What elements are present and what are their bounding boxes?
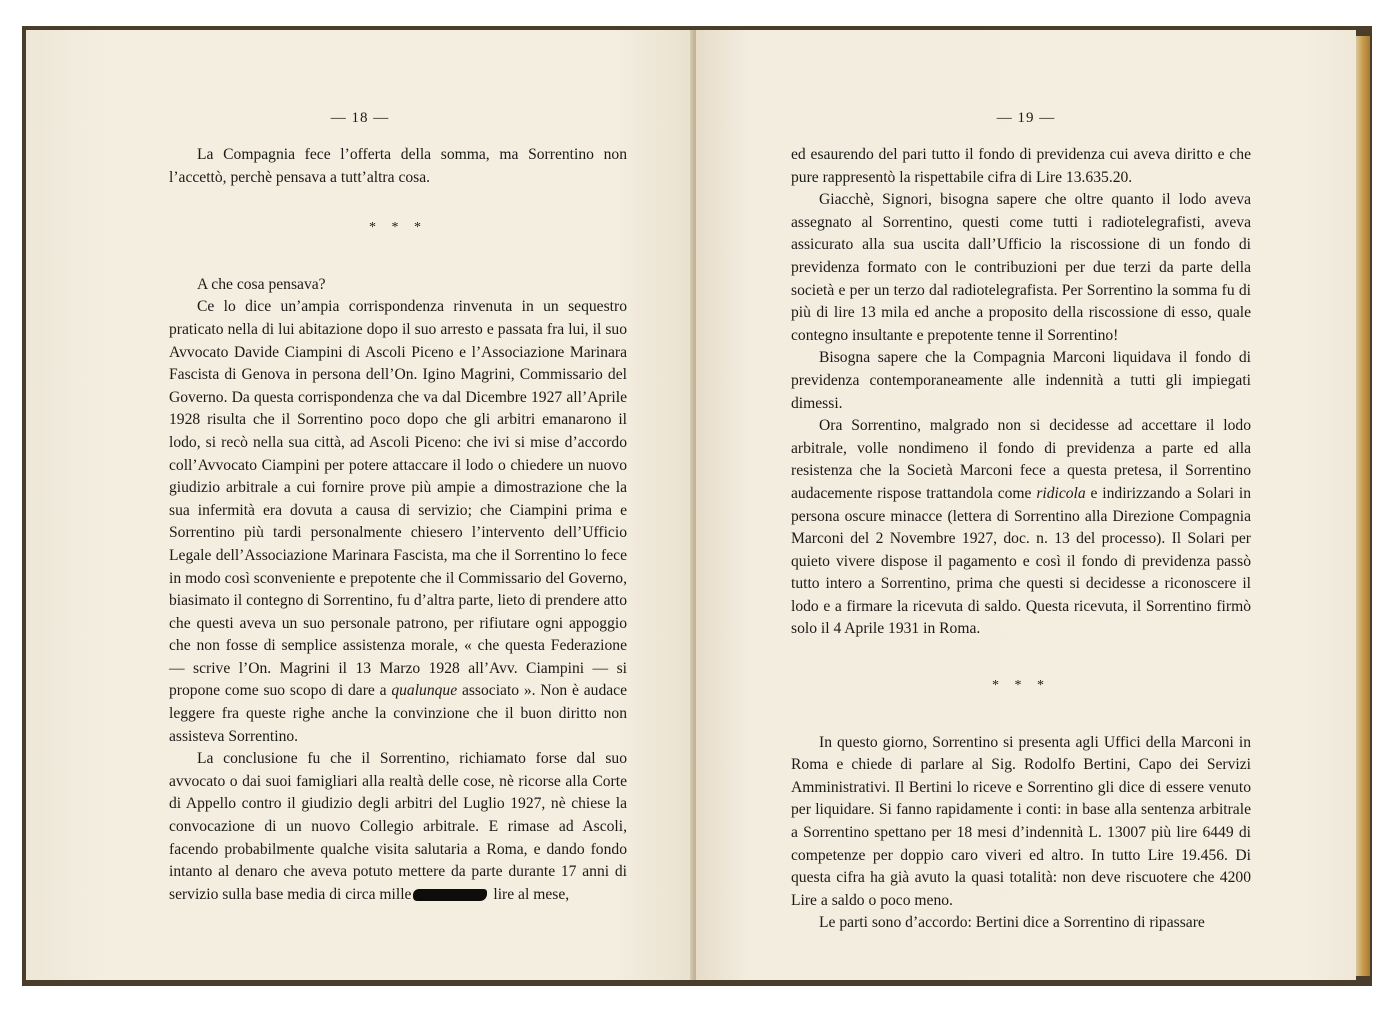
paragraph: Le parti sono d’accordo: Bertini dice a Sorrentino di ripassare (819, 914, 1205, 932)
paragraph (169, 748, 627, 906)
paragraph: A che cosa pensava? (197, 275, 326, 293)
paragraph: La Compagnia fece l’offerta della somma, ma Sorrentino non l’accettò, perchè pensava a tutt’altra cosa. (169, 146, 627, 186)
text-span: associato ». Non è audace leggere fra queste righe anche la convinzione che il buon diritto non assisteva Sorrentino. (169, 682, 627, 745)
booklet-edge (1356, 36, 1370, 976)
paragraph (791, 415, 1251, 641)
paragraph: In questo giorno, Sorrentino si presenta agli Uffici della Marconi in Roma e chiede di parlare al Sig. Rodolfo Bertini, Capo dei Servizi Amministrativi. Il Bertini lo riceve e Sorrentino gli dice di essere venuto per liquidare. Si fanno rapidamente i conti: in base alla sentenza arbitrale a Sorrentino spettano per 18 mesi d’indennità L. 13007 più lire 6449 di competenze per doppio caro viveri ed altro. In tutto Lire 19.456. Di questa cifra ha già avuto la quasi totalità: non deve riscuotere che 4200 Lire a saldo o poco meno. (791, 733, 1251, 909)
text-span: e indirizzando a Solari in persona oscure minacce (lettera di Sorrentino alla Direzione Compagnia Marconi del 2 Novembre 1927, doc. n. 13 del processo). Il Solari per quieto vivere dispose il pagamento e così il fondo di previdenza passò tutto intero a Sorrentino, prima che questi si decidesse a riconoscere il lodo e a firmare la ricevuta di saldo. Questa ricevuta, il Sorrentino firmò solo il 4 Aprile 1931 in Roma. (791, 484, 1251, 638)
paragraph: Giacchè, Signori, bisogna sapere che oltre quanto il lodo aveva assegnato al Sorrentino, questi come tutti i radiotelegrafisti, aveva assicurato alla sua uscita dall’Ufficio la riscossione di un fondo di previdenza formato con le contribuzioni per due terzi da parte della società e per un terzo dal radiotelegrafista. Per Sorrentino la somma fu di più di lire 13 mila ed anche a proposito della riscossione di esso, quale contegno insultante e prepotente tenne il Sorrentino! (791, 191, 1251, 344)
paragraph: Bisogna sapere che la Compagnia Marconi liquidava il fondo di previdenza contemporaneamente alle indennità a tutti gli impiegati dimessi. (791, 349, 1251, 412)
section-separator: * * * (369, 220, 427, 236)
text-span: Ora Sorrentino, malgrado non si decidesse ad accettare il lodo arbitrale, volle nondimeno il fondo di previdenza a parte ed alla resistenza che la Società Marconi fece a questa pretesa, il Sorrentino audacemente rispose trattandola come (791, 417, 1251, 502)
text-span: Ce lo dice un’ampia corrispondenza rinvenuta in un sequestro praticato nella di lui abitazione dopo il suo arresto e passata fra lui, il suo Avvocato Davide Ciampini di Ascoli Piceno e l’Associazione Marinara Fascista di Genova in persona dell’On. Igino Magrini, Commissario del Governo. Da questa corrispondenza che va dal Dicembre 1927 all’Aprile 1928 risulta che il Sorrentino poco dopo che gli arbitri emanarono il lodo, si recò nella sua città, ad Ascoli Piceno: che ivi si mise d’accordo coll’Avvocato Ciampini per potere attaccare il lodo o chiedere un nuovo giudizio arbitrale a cui fornire prove più ampie a dimostrazione che la sua infermità era dovuta a causa di servizio; che Ciampini prima e Sorrentino più tardi personalmente chiesero l’intervento dell’Ufficio Legale dell’Associazione Marinara Fascista, ma che il Sorrentino lo fece in modo così sconveniente e prepotente che il Commissario del Governo, biasimato il contegno di Sorrentino, fu d’altra parte, lieto di prendere atto che questi aveva un suo personale patrono, per rifiutare ogni appoggio che non fosse di semplice assistenza morale, « che questa Federazione — scrive l’On. Magrini il 13 Marzo 1928 all’Avv. Ciampini — si propone come suo scopo di dare a (169, 298, 627, 700)
paragraph (169, 296, 627, 748)
italic-text: qualunque (391, 682, 458, 700)
section-separator: * * * (992, 678, 1050, 694)
left-page-text (169, 144, 627, 906)
page-number-left: — 18 — (330, 110, 390, 126)
page-number-right: — 19 — (996, 110, 1056, 126)
ink-redaction-blot (413, 889, 487, 901)
open-booklet (22, 26, 1372, 986)
italic-text: ridicola (1036, 484, 1086, 502)
paragraph: ed esaurendo del pari tutto il fondo di previdenza cui aveva diritto e che pure rappresentò la rispettabile cifra di Lire 13.635.20. (791, 146, 1251, 186)
text-span: lire al mese, (489, 885, 570, 903)
right-page-text (791, 144, 1251, 935)
right-page (696, 30, 1356, 980)
left-page (26, 30, 694, 980)
text-span: La conclusione fu che il Sorrentino, richiamato forse dal suo avvocato o dai suoi famigliari alla realtà delle cose, nè ricorse alla Corte di Appello contro il giudizio degli arbitri del Luglio 1927, nè chiese la convocazione di un nuovo Collegio arbitrale. E rimase ad Ascoli, facendo probabilmente qualche visita salutaria a Roma, e dando fondo intanto al denaro che aveva potuto mettere da parte durante 17 anni di servizio sulla base media di circa mille (169, 750, 627, 903)
